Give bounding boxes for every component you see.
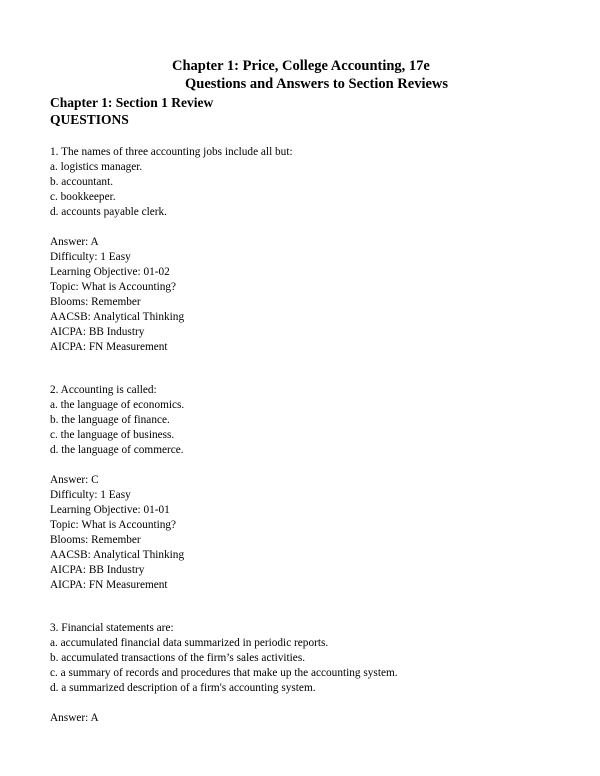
question-1-option-b: b. accountant.: [50, 176, 114, 188]
question-2-aicpa-industry: AICPA: BB Industry: [50, 564, 145, 576]
question-2-blooms: Blooms: Remember: [50, 534, 141, 546]
question-1-answer: Answer: A: [50, 236, 99, 248]
question-1-blooms: Blooms: Remember: [50, 296, 141, 308]
question-3-option-a: a. accumulated financial data summarized in periodic reports.: [50, 637, 329, 649]
question-1-aicpa-industry: AICPA: BB Industry: [50, 326, 145, 338]
question-2-option-c: c. the language of business.: [50, 429, 175, 441]
question-2-aicpa-measurement: AICPA: FN Measurement: [50, 579, 168, 591]
question-1-option-a: a. logistics manager.: [50, 161, 143, 173]
document-title-line-1: Chapter 1: Price, College Accounting, 17e: [172, 58, 430, 74]
question-3-option-d: d. a summarized description of a firm's accounting system.: [50, 682, 316, 694]
question-1-option-d: d. accounts payable clerk.: [50, 206, 167, 218]
question-2-learning-objective: Learning Objective: 01-01: [50, 504, 170, 516]
question-1-option-c: c. bookkeeper.: [50, 191, 116, 203]
question-2-option-d: d. the language of commerce.: [50, 444, 184, 456]
question-2-option-a: a. the language of economics.: [50, 399, 185, 411]
document-title-line-2: Questions and Answers to Section Reviews: [185, 76, 449, 92]
question-2-difficulty: Difficulty: 1 Easy: [50, 489, 131, 501]
question-3-option-c: c. a summary of records and procedures that make up the accounting system.: [50, 667, 398, 679]
section-title: Chapter 1: Section 1 Review: [50, 95, 214, 110]
question-2-answer: Answer: C: [50, 474, 99, 486]
question-1-aicpa-measurement: AICPA: FN Measurement: [50, 341, 168, 353]
question-3-stem: 3. Financial statements are:: [50, 622, 174, 634]
question-3-option-b: b. accumulated transactions of the firm’s sales activities.: [50, 652, 306, 664]
question-3-answer: Answer: A: [50, 712, 99, 724]
question-2-stem: 2. Accounting is called:: [50, 384, 157, 396]
question-1-learning-objective: Learning Objective: 01-02: [50, 266, 170, 278]
question-2-option-b: b. the language of finance.: [50, 414, 170, 426]
question-1-stem: 1. The names of three accounting jobs include all but:: [50, 146, 293, 158]
question-1-topic: Topic: What is Accounting?: [50, 281, 177, 293]
question-1-difficulty: Difficulty: 1 Easy: [50, 251, 131, 263]
question-1-aacsb: AACSB: Analytical Thinking: [50, 311, 185, 323]
question-2-topic: Topic: What is Accounting?: [50, 519, 177, 531]
section-label: QUESTIONS: [50, 112, 129, 127]
question-2-aacsb: AACSB: Analytical Thinking: [50, 549, 185, 561]
